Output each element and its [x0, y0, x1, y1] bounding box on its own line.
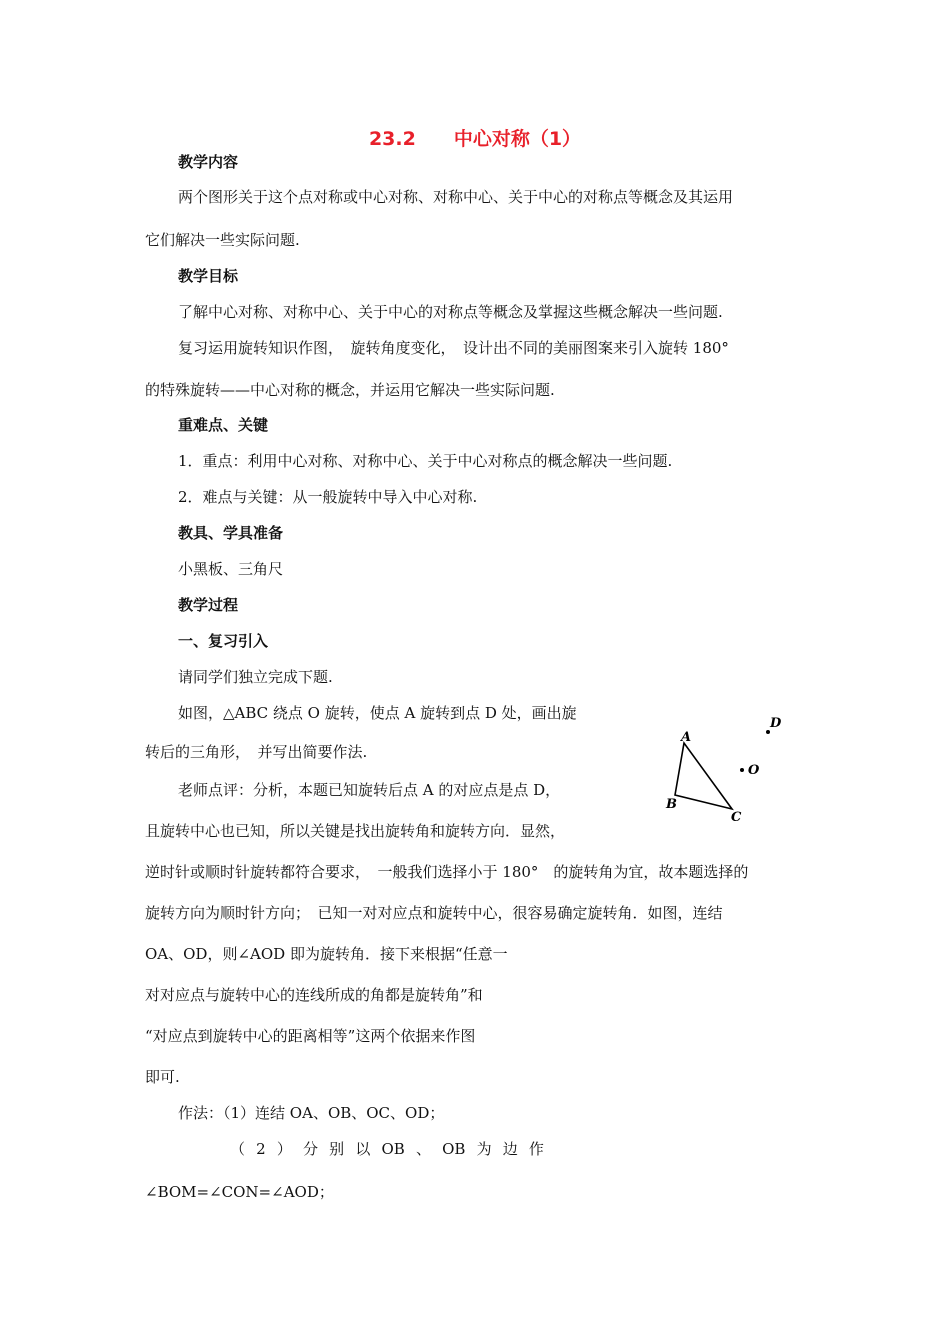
paragraph-line: 它们解决一些实际问题. — [145, 231, 300, 249]
triangle-rotation-figure — [655, 705, 795, 830]
text-fragment: OB — [442, 1140, 466, 1158]
paragraph-line: 小黑板、三角尺 — [178, 560, 284, 578]
label-a: A — [681, 730, 692, 745]
paragraph-line: “对应点到旋转中心的距离相等”这两个依据来作图 — [145, 1027, 476, 1045]
text-fragment: 、 — [415, 1140, 431, 1158]
paragraph-line: 的特殊旋转——中心对称的概念，并运用它解决一些实际问题. — [145, 381, 555, 399]
text-fragment: OB — [381, 1140, 405, 1158]
label-o: O — [748, 763, 760, 778]
text-fragment: 2 — [256, 1140, 266, 1158]
label-b: B — [666, 797, 677, 812]
paragraph-line: 如图，△ABC 绕点 O 旋转，使点 A 旋转到点 D 处，画出旋 — [178, 704, 577, 722]
triangle-abc — [675, 743, 732, 809]
heading-key-points: 重难点、关键 — [178, 416, 269, 434]
heading-tools: 教具、学具准备 — [178, 524, 284, 542]
text-fragment: ） — [276, 1140, 292, 1158]
point-o — [740, 768, 744, 772]
heading-teaching-content: 教学内容 — [178, 153, 239, 171]
heading-teaching-goals: 教学目标 — [178, 267, 239, 285]
text-fragment: 作 — [528, 1140, 544, 1158]
text-fragment: 分 — [303, 1140, 319, 1158]
method-step-2-line — [230, 1139, 544, 1159]
paragraph-line: 了解中心对称、对称中心、关于中心的对称点等概念及掌握这些概念解决一些问题. — [178, 303, 723, 321]
paragraph-line: 作法：（1）连结 OA、OB、OC、OD； — [178, 1104, 445, 1122]
paragraph-line: 对对应点与旋转中心的连线所成的角都是旋转角”和 — [145, 986, 483, 1004]
paragraph-line: 且旋转中心也已知，所以关键是找出旋转角和旋转方向．显然， — [145, 822, 566, 840]
text-fragment: 别 — [329, 1140, 345, 1158]
paragraph-line: 复习运用旋转知识作图， 旋转角度变化， 设计出不同的美丽图案来引入旋转 180° — [178, 339, 729, 357]
paragraph-line: 即可. — [145, 1068, 180, 1086]
text-fragment: 为 — [476, 1140, 492, 1158]
text-fragment: 边 — [502, 1140, 518, 1158]
paragraph-line: 2．难点与关键：从一般旋转中导入中心对称. — [178, 488, 478, 506]
paragraph-line: 老师点评：分析，本题已知旋转后点 A 的对应点是点 D， — [178, 781, 561, 799]
label-c: C — [731, 810, 742, 825]
label-d: D — [770, 716, 782, 731]
heading-teaching-process: 教学过程 — [178, 596, 239, 614]
page-title: 23.2 中心对称（1） — [368, 128, 582, 150]
paragraph-line: 请同学们独立完成下题. — [178, 668, 333, 686]
text-fragment: 以 — [355, 1140, 371, 1158]
paragraph-line: ∠BOM=∠CON=∠AOD； — [145, 1183, 334, 1201]
paragraph-line: 两个图形关于这个点对称或中心对称、对称中心、关于中心的对称点等概念及其运用 — [178, 188, 734, 206]
paragraph-line: 旋转方向为顺时针方向； 已知一对对应点和旋转中心，很容易确定旋转角．如图，连结 — [145, 904, 723, 922]
paragraph-line: 转后的三角形， 并写出简要作法. — [145, 743, 368, 761]
subheading-review: 一、复习引入 — [178, 632, 269, 650]
text-fragment: （ — [230, 1140, 246, 1158]
paragraph-line: 逆时针或顺时针旋转都符合要求， 一般我们选择小于 180° 的旋转角为宜，故本题选择的 — [145, 863, 749, 881]
paragraph-line: OA、OD，则∠AOD 即为旋转角．接下来根据“任意一 — [145, 945, 508, 963]
paragraph-line: 1．重点：利用中心对称、对称中心、关于中心对称点的概念解决一些问题. — [178, 452, 673, 470]
